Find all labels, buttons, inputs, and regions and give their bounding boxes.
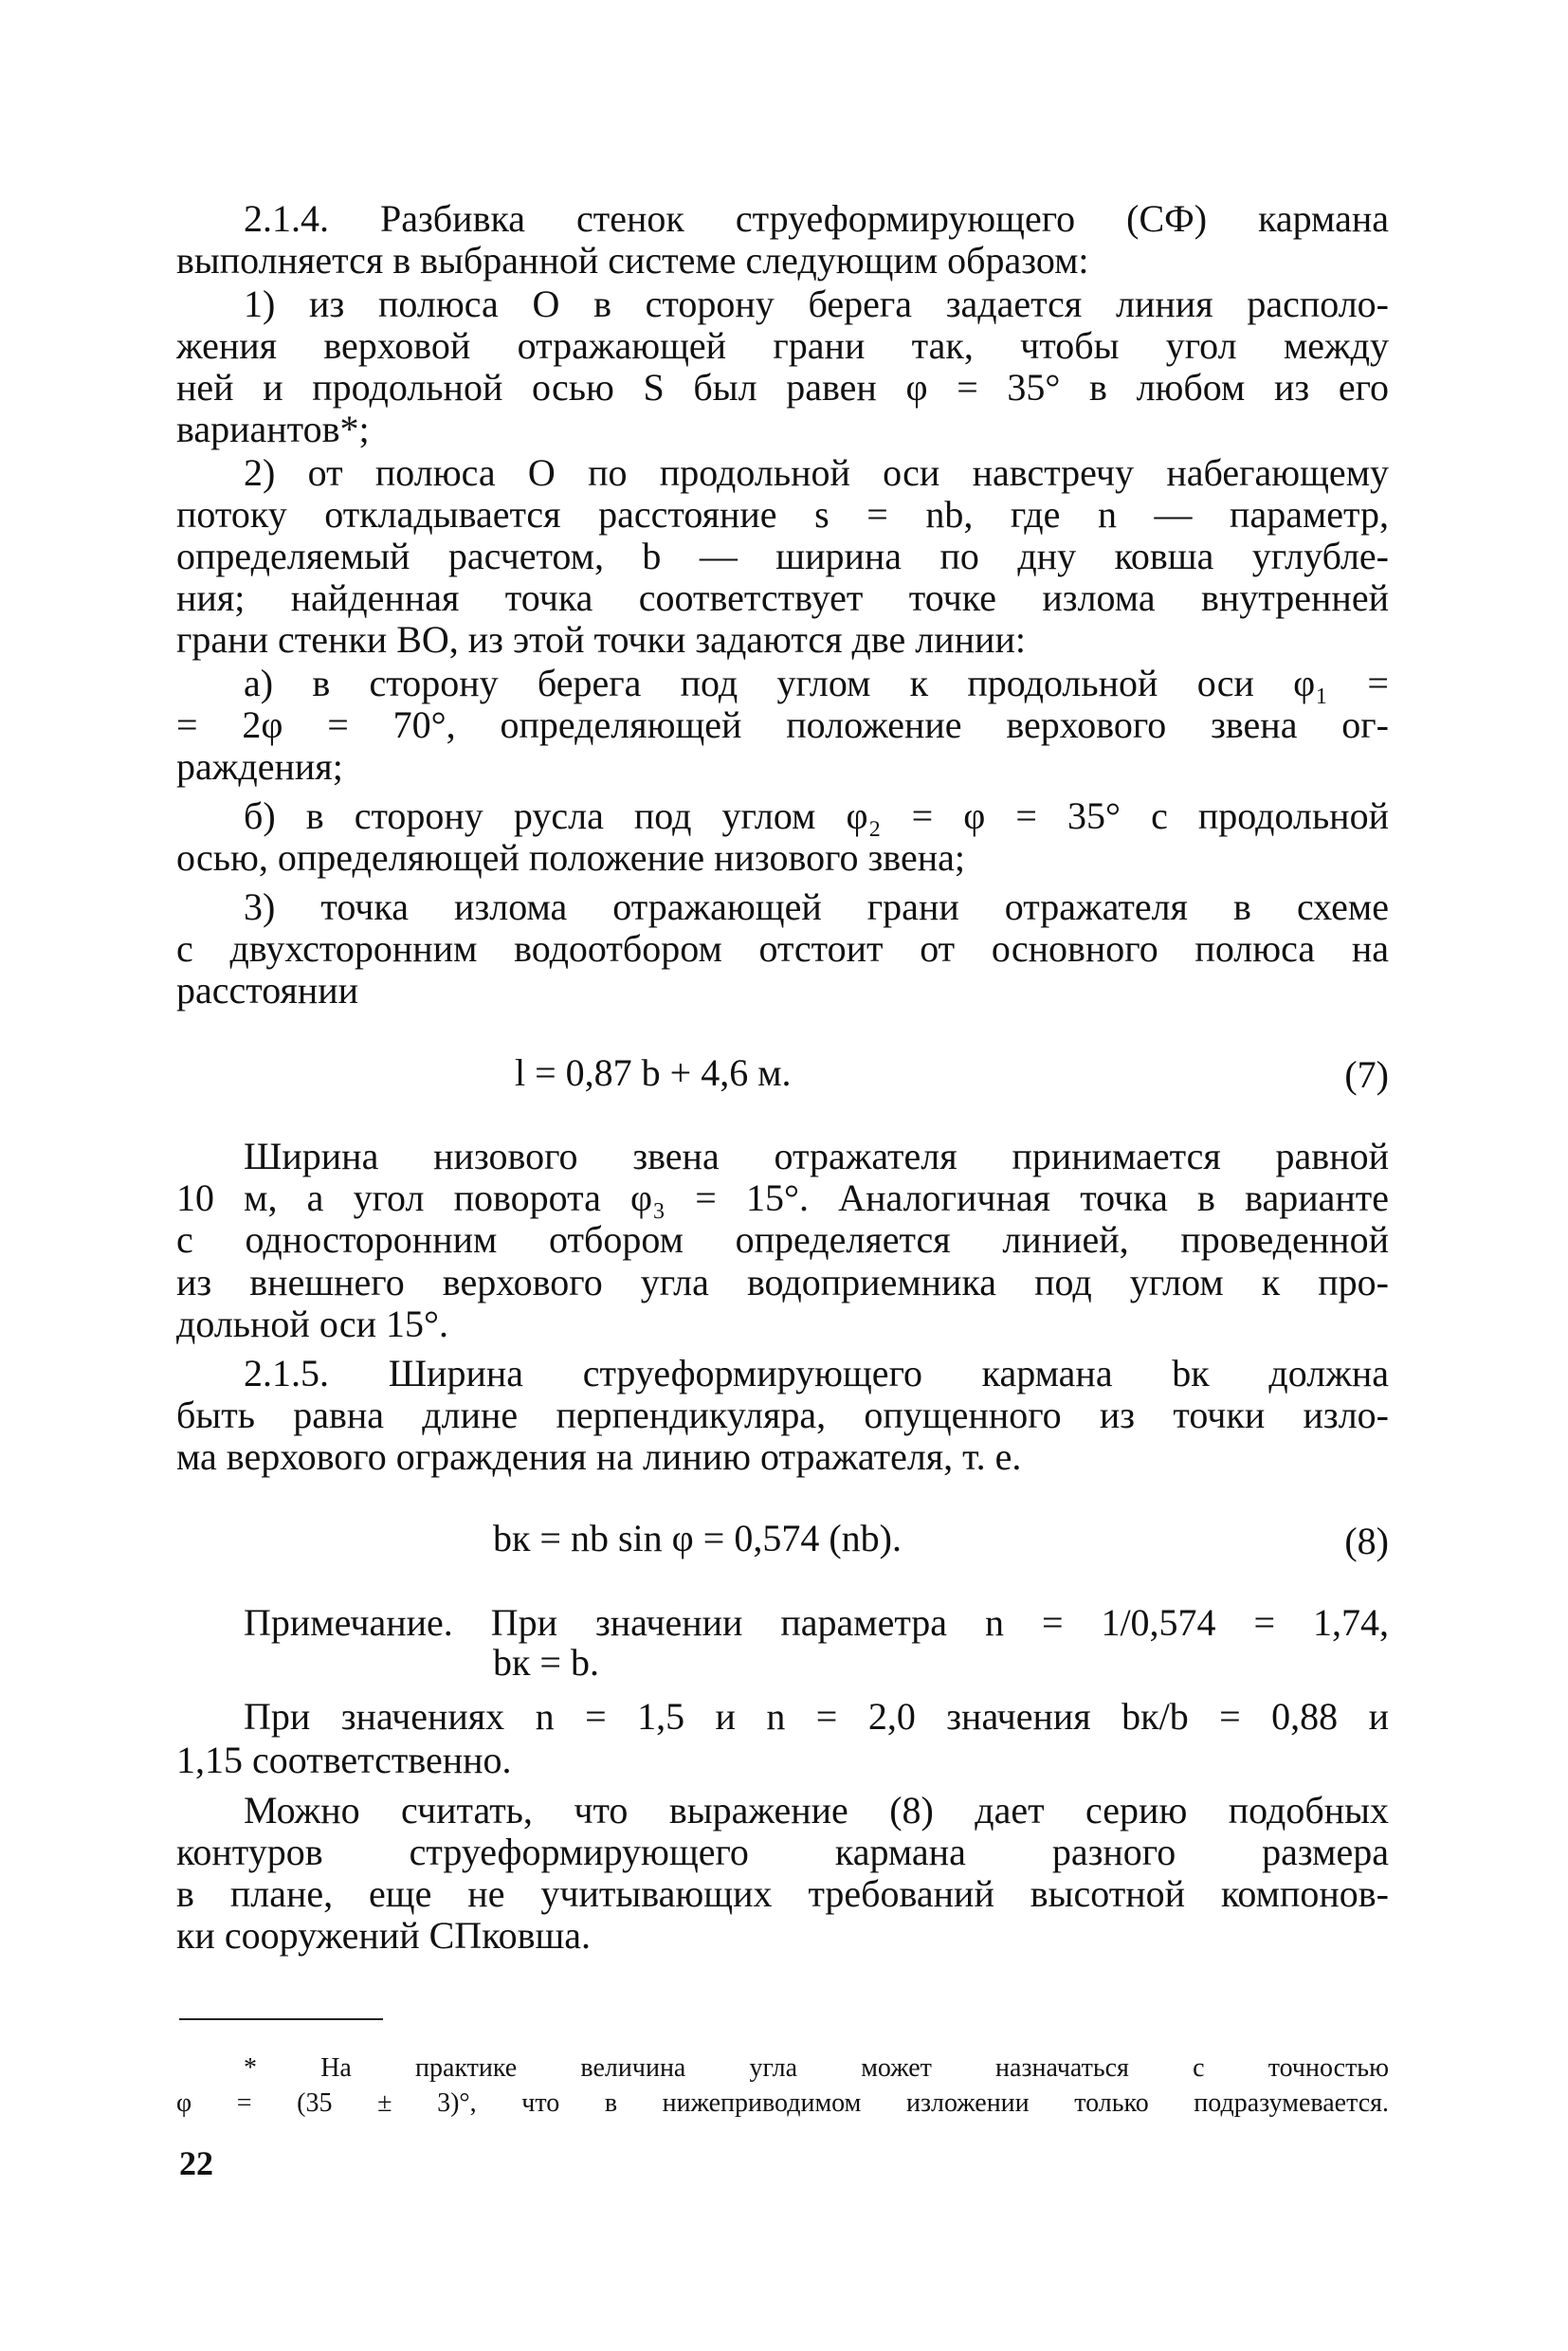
footnote-line-2: φ = (35 ± 3)°, что в нижеприводимом изложении только подразумевается. [176,2088,1389,2118]
text-line: Ширина низового звена отражателя принимается равной [244,1135,1389,1177]
text-line: с односторонним отбором определяется линией, проведенной [176,1218,1389,1261]
text-line: а) в сторону берега под углом к продольной оси φ₁ = [244,662,1389,704]
text-line: б) в сторону русла под углом φ₂ = φ = 35° с продольной [244,794,1389,837]
formula-line: bк = nb sin φ = 0,574 (nb). [493,1517,902,1559]
text-line: 2) от полюса O по продольной оси навстречу набегающему [244,451,1389,494]
equation-number-7: (7) [1344,1053,1389,1096]
text-line: ней и продольной осью S был равен φ = 35° в любом из его [176,366,1389,409]
formula-line: l = 0,87 b + 4,6 м. [515,1051,792,1094]
text-line: ма верхового ограждения на линию отражателя, т. е. [176,1435,1022,1478]
text-line: жения верховой отражающей грани так, чтобы угол между [176,324,1389,367]
footnote-divider [179,2018,383,2020]
text-line: с двухсторонним водоотбором отстоит от основного полюса на [176,927,1389,970]
text-line: в плане, еще не учитывающих требований высотной компонов- [176,1872,1389,1915]
text-line: из внешнего верхового угла водоприемника под углом к про- [176,1261,1389,1303]
text-line: грани стенки ВО, из этой точки задаются две линии: [176,618,1026,661]
footnote-line-1: * На практике величина угла может назначаться с точностью [244,2053,1389,2083]
text-line: вариантов*; [176,408,370,450]
text-line: При значениях n = 1,5 и n = 2,0 значения bк/b = 0,88 и [244,1695,1389,1738]
text-line: Можно считать, что выражение (8) дает серию подобных [244,1789,1389,1832]
text-line: 2.1.5. Ширина струеформирующего кармана bк должна [244,1352,1389,1394]
text-line: дольной оси 15°. [176,1303,448,1345]
text-line: 1,15 соответственно. [176,1739,512,1781]
text-line: расстоянии [176,969,359,1011]
text-line: контуров струеформирующего кармана разного размера [176,1831,1389,1873]
text-line: bк = b. [493,1641,599,1684]
text-line: = 2φ = 70°, определяющей положение верхового звена ог- [176,703,1389,746]
text-line: быть равна длине перпендикуляра, опущенного из точки изло- [176,1394,1389,1436]
text-line: 2.1.4. Разбивка стенок струеформирующего (СФ) кармана [244,197,1389,240]
text-line: 10 м, а угол поворота φ₃ = 15°. Аналогичная точка в варианте [176,1176,1389,1219]
text-line: 1) из полюса O в сторону берега задается линия располо- [244,282,1389,325]
text-line: Примечание. При значении параметра n = 1/0,574 = 1,74, [244,1601,1389,1644]
page-number: 22 [179,2144,213,2182]
text-line: ния; найденная точка соответствует точке излома внутренней [176,576,1389,619]
text-line: выполняется в выбранной системе следующим образом: [176,239,1089,282]
text-line: осью, определяющей положение низового звена; [176,836,965,879]
text-line: ки сооружений СПковша. [176,1914,592,1957]
text-line: определяемый расчетом, b — ширина по дну ковша углубле- [176,535,1389,577]
text-line: потоку откладывается расстояние s = nb, где n — параметр, [176,493,1389,536]
text-line: раждения; [176,745,343,788]
text-line: 3) точка излома отражающей грани отражателя в схеме [244,885,1389,928]
equation-number-8: (8) [1344,1520,1389,1562]
